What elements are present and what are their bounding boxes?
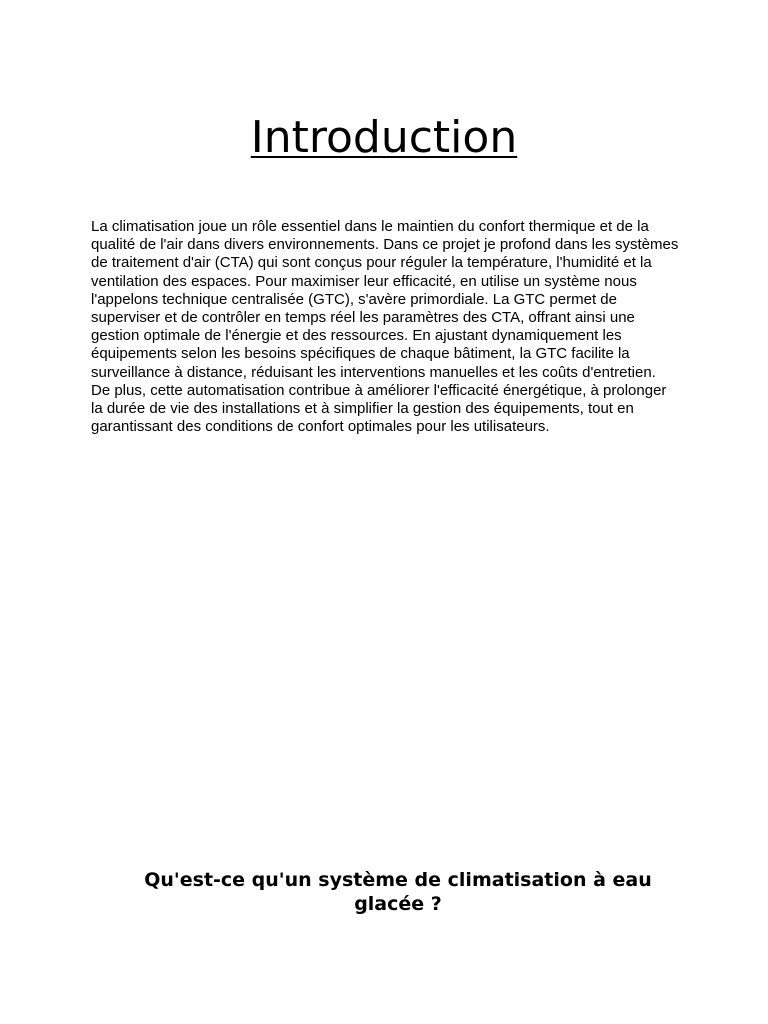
- page-title: [0, 112, 768, 164]
- intro-paragraph: La climatisation joue un rôle essentiel dans le maintien du confort thermique et de la qualité de l'air dans divers environnements. Dans ce projet je profond dans les systèmes de traitement d'air (CTA) qui sont conçus pour réguler la température, l'humidité et la ventilation des espaces. Pour maximiser leur efficacité, en utilise un système nous l'appelons technique centralisée (GTC), s'avère primordiale. La GTC permet de superviser et de contrôler en temps réel les paramètres des CTA, offrant ainsi une gestion optimale de l'énergie et des ressources. En ajustant dynamiquement les équipements selon les besoins spécifiques de chaque bâtiment, la GTC facilite la surveillance à distance, réduisant les interventions manuelles et les coûts d'entretien. De plus, cette automatisation contribue à améliorer l'efficacité énergétique, à prolonger la durée de vie des installations et à simplifier la gestion des équipements, tout en garantissant des conditions de confort optimales pour les utilisateurs.: [91, 218, 679, 436]
- section-heading: Qu'est-ce qu'un système de climatisation à eau glacée ?: [144, 869, 652, 915]
- page-title-text: Introduction: [250, 112, 518, 163]
